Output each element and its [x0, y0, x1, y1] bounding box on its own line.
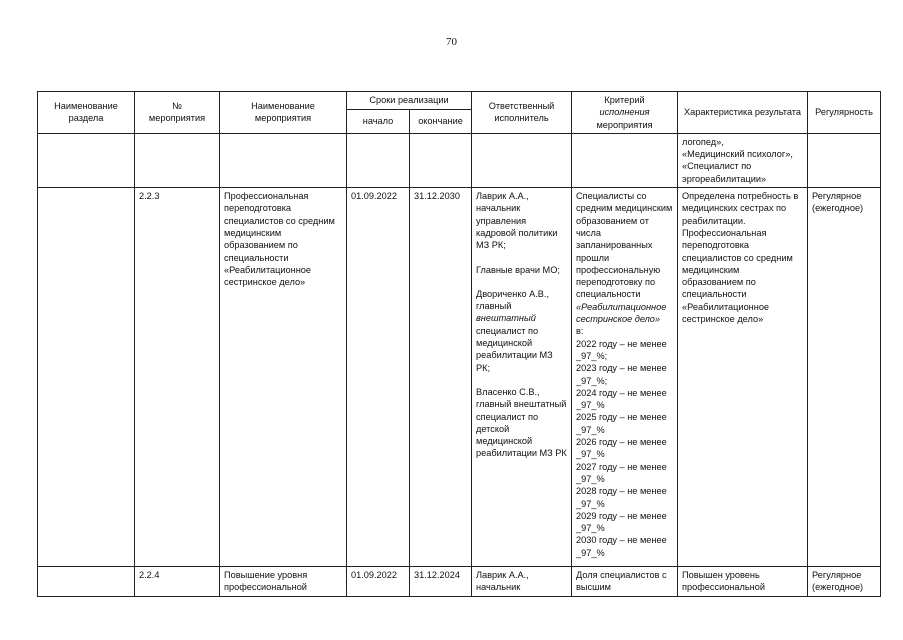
cell-result: Определена потребность в медицинских сестрах по реабилитации. Профессиональная переподготовка специалистов со средним медицинским образованием по специальности «Реабилитационное сестринское дело» [678, 188, 808, 567]
criterion-year: 2027 году – не менее _97_% [576, 461, 667, 484]
header-criterion-line2: исполнения [599, 107, 650, 118]
cell-start: 01.09.2022 [347, 567, 410, 597]
cell-end: 31.12.2030 [410, 188, 472, 567]
cell-number [135, 133, 220, 187]
responsible-4: Власенко С.В., главный внештатный специалист по детской медицинской реабилитации МЗ РК [476, 386, 567, 459]
cell-end: 31.12.2024 [410, 567, 472, 597]
cell-regularity: Регулярное (ежегодное) [808, 188, 881, 567]
header-criterion [572, 92, 678, 134]
responsible-1: Лаврик А.А., начальник управления кадровой политики МЗ РК; [476, 191, 558, 251]
cell-responsible: Лаврик А.А., начальник [472, 567, 572, 597]
cell-section [38, 188, 135, 567]
cell-responsible [472, 188, 572, 567]
cell-criterion: Доля специалистов с высшим [572, 567, 678, 597]
header-terms: Сроки реализации [347, 92, 472, 110]
criterion-year: 2028 году – не менее _97_% [576, 486, 667, 509]
cell-regularity [808, 133, 881, 187]
responsible-3b: внештатный [476, 313, 536, 324]
table-row-continuation [38, 133, 881, 187]
events-table [37, 91, 881, 597]
criterion-year: 2030 году – не менее _97_% [576, 535, 667, 558]
cell-regularity: Регулярное (ежегодное) [808, 567, 881, 597]
header-event-number [135, 92, 220, 134]
table-row-2-2-4 [38, 567, 881, 597]
table-row-2-2-3 [38, 188, 881, 567]
header-section-name: Наименование раздела [38, 92, 135, 134]
cell-start: 01.09.2022 [347, 188, 410, 567]
cell-name: Повышение уровня профессиональной [220, 567, 347, 597]
header-start: начало [347, 109, 410, 133]
cell-criterion [572, 188, 678, 567]
criterion-intro: Специалисты со средним медицинским образованием от числа запланированных прошли профессиональную переподготовку по специальности [576, 191, 673, 300]
header-event-number-line1: № [172, 101, 182, 112]
header-event-name: Наименование мероприятия [220, 92, 347, 134]
cell-name: Профессиональная переподготовка специалистов со средним медицинским образованием по специальности «Реабилитационное сестринское дело» [220, 188, 347, 567]
header-event-number-line2: мероприятия [148, 113, 206, 124]
cell-start [347, 133, 410, 187]
cell-name [220, 133, 347, 187]
continuation-result-text: логопед», «Медицинский психолог», «Специалист по эргореабилитации» [682, 136, 793, 184]
criterion-year: 2022 году – не менее _97_%; [576, 338, 667, 361]
responsible-3a: Двориченко А.В., главный [476, 288, 550, 312]
header-row [38, 92, 881, 110]
header-end: окончание [410, 109, 472, 133]
header-result: Характеристика результата [678, 92, 808, 134]
criterion-year: 2023 году – не менее _97_%; [576, 363, 667, 386]
page-number: 70 [446, 36, 457, 48]
cell-section [38, 133, 135, 187]
criterion-tail: в: [576, 326, 584, 337]
header-responsible: Ответственный исполнитель [472, 92, 572, 134]
criterion-year: 2026 году – не менее _97_% [576, 437, 667, 460]
cell-responsible [472, 133, 572, 187]
header-regularity: Регулярность [808, 92, 881, 134]
responsible-2: Главные врачи МО; [476, 264, 560, 275]
cell-section [38, 567, 135, 597]
criterion-year: 2025 году – не менее _97_% [576, 412, 667, 435]
cell-criterion [572, 133, 678, 187]
criterion-specialty: «Реабилитационное сестринское дело» [576, 301, 667, 325]
criterion-year: 2029 году – не менее _97_% [576, 510, 667, 534]
cell-result [678, 133, 808, 187]
cell-number: 2.2.4 [135, 567, 220, 597]
criterion-year: 2024 году – не менее _97_% [576, 387, 667, 411]
cell-number: 2.2.3 [135, 188, 220, 567]
cell-end [410, 133, 472, 187]
header-criterion-line3: мероприятия [596, 119, 653, 130]
cell-result: Повышен уровень профессиональной [678, 567, 808, 597]
header-criterion-line1: Критерий [604, 95, 645, 105]
responsible-3c: специалист по медицинской реабилитации МЗ РК; [476, 325, 553, 373]
